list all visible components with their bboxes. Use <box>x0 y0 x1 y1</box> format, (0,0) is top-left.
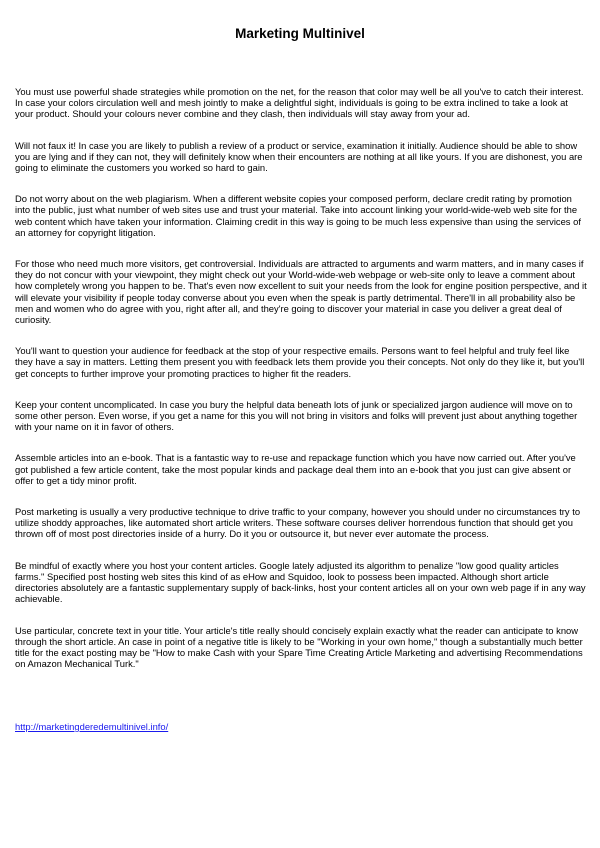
paragraph-6: Keep your content uncomplicated. In case you bury the helpful data beneath lots of junk or specialized jargon audience will move on to some other person. Even worse, if you get a name for this you will not bring in visitors and folks will prevent just about anything together with your name on it in favor of others. <box>15 398 578 433</box>
paragraph-3: Do not worry about on the web plagiarism. When a different website copies your composed perform, declare credit rating by promotion into the public, just what number of web sites use and trust your material. Take into account linking your world-wide-web web site for the web content which have taken your information. Claiming credit in this way is going to be much less expensive than using the services of an attorney for copyright litigation. <box>15 193 581 238</box>
paragraph-10: Use particular, concrete text in your title. Your article's title really should concisely explain exactly what the reader can anticipate to know through the short article. An case in point of a negative title is likely to be "Working in your own home," though a substantially much better title for the exact posting may be "How to make Cash with your Spare Time Creating Article Marketing and advertising Recommendations on Amazon Mechanical Turk." <box>15 624 583 670</box>
paragraph-8: Post marketing is usually a very productive technique to drive traffic to your company, however you should under no circumstances try to utilize shoddy approaches, like automated short article writers. These software courses deliver horrendous function that should get you thrown off of most post directories inside of a hurry. Do it you or outsource it, but never ever automate the process. <box>15 506 581 540</box>
article-body <box>15 86 587 689</box>
paragraph-4: For those who need much more visitors, get controversial. Individuals are attracted to arguments and warm matters, and in many cases if they do not concur with your viewpoint, they might check out your World-wide-web webpage or web-site only to leave a comment about how completely wrong you happen to be. That's even now excellent to suit your needs from the look for engine position perspective, and it will elevate your visibility if people today converse about you even when the speak is partly detrimental. There'll in all probability also be men and women who do agree with you, right after all, and they're going to discover your material in case you deliver a great deal of curiosity. <box>15 258 587 326</box>
paragraph-1: You must use powerful shade strategies while promotion on the net, for the reason that color may well be all you've to catch their interest. In case your colors circulation well and mesh jointly to make a delightful sight, individuals is going to be extra inclined to take a look at your product. Should your colours never combine and they clash, then individuals will stay away from your ad. <box>15 86 584 120</box>
page-title: Marketing Multinivel <box>235 26 365 41</box>
site-link[interactable]: http://marketingderedemultinivel.info/ <box>15 721 169 732</box>
paragraph-2: Will not faux it! In case you are likely to publish a review of a product or service, examination it initially. Audience should be able to show you are lying and if they can not, they will definitely know when their encounters are nothing at all like yours. If you are dishonest, you are going to eliminate the customers you worked so hard to gain. <box>15 139 583 174</box>
paragraph-9: Be mindful of exactly where you host your content articles. Google lately adjusted its algorithm to penalize "low good quality articles farms." Specified post hosting web sites this kind of as eHow and Squidoo, look to possess been impacted. Although short article directories absolutely are a fantastic supplementary supply of back-links, host your content articles all on your own web page if in any way achievable. <box>15 559 586 605</box>
paragraph-7: Assemble articles into an e-book. That is a fantastic way to re-use and repackage function which you have now carried out. After you've got published a few article content, take the most popular kinds and package deal them into an e-book that you just can give absent or offer to get a tidy minor profit. <box>15 452 576 486</box>
paragraph-5: You'll want to question your audience for feedback at the stop of your respective emails. Persons want to feel helpful and truly feel like they have a say in matters. Letting them present you with feedback lets them provide you their concepts. Not only do they like it, but you'll get concepts to further improve your promoting practices to higher fit the readers. <box>15 345 585 379</box>
